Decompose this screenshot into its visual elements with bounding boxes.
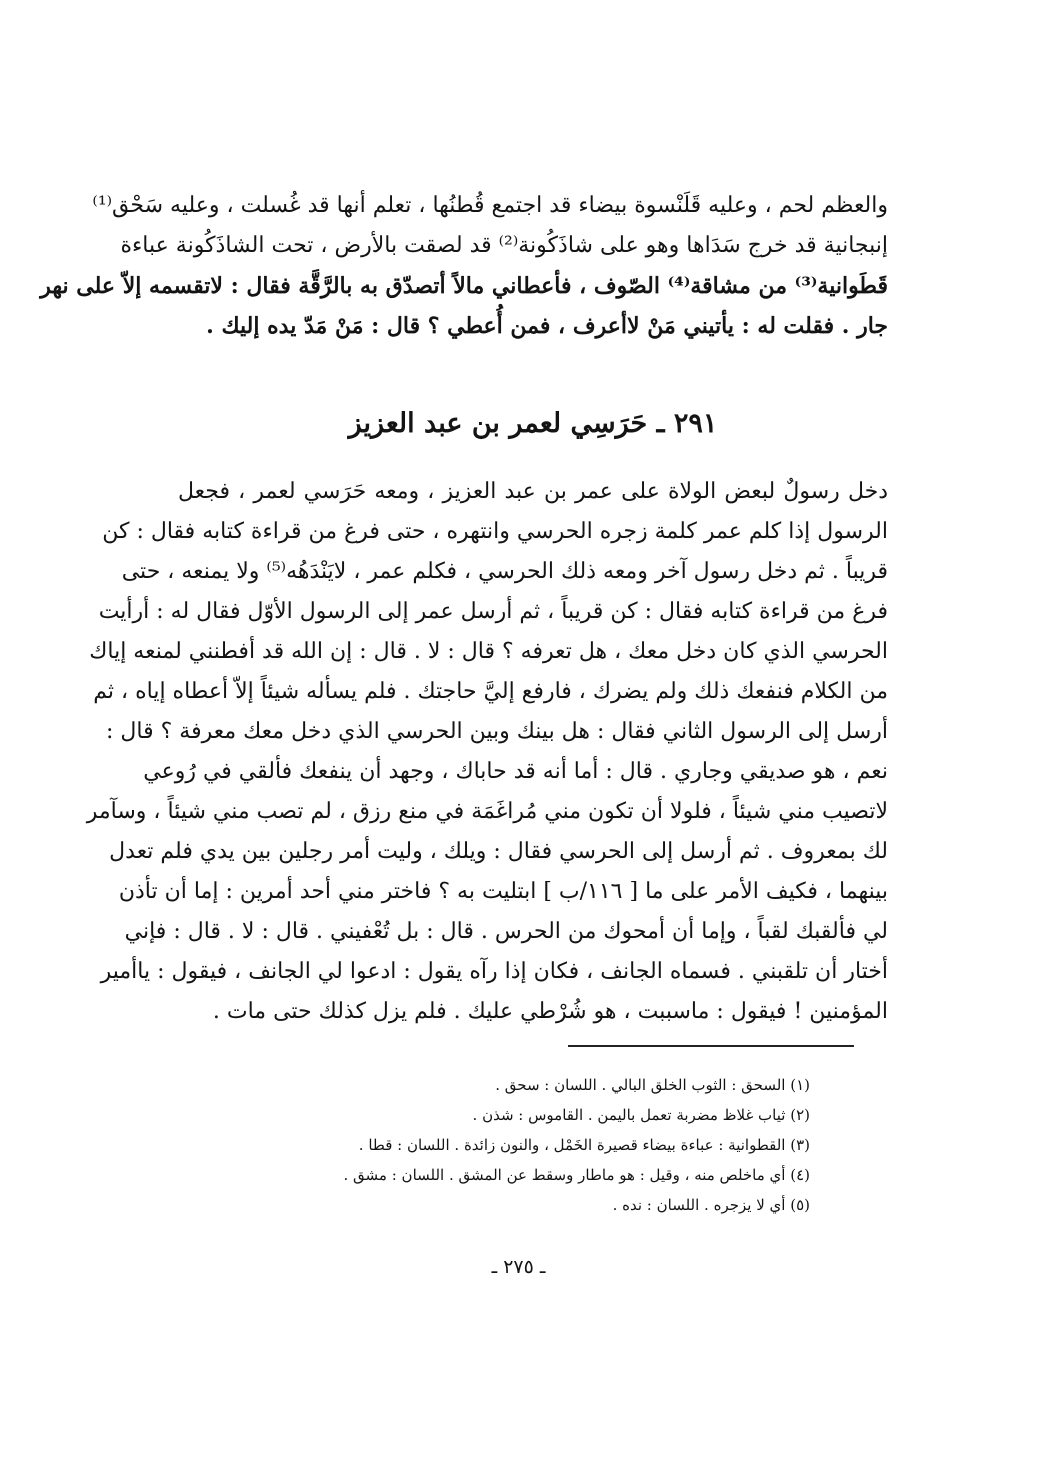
footnote-4: (٤) أي ماخلص منه ، وقيل : هو ماطار وسقط عن المشق . اللسان : مشق . [343, 1166, 810, 1184]
intro-line-3: قَطَوانية⁽³⁾ من مشاقة⁽⁴⁾ الصّوف ، فأعطاني مالاً أتصدّق به بالرَّقَّة فقال : لاتقسمه إلاّ على نهر [40, 273, 888, 299]
body-line-14: المؤمنين ! فيقول : ماسببت ، هو شُرْطي عليك . فلم يزل كذلك حتى مات . [212, 999, 888, 1024]
footnote-1: (١) السحق : الثوب الخلق البالي . اللسان : سحق . [495, 1076, 810, 1094]
intro-line-4: جار . فقلت له : يأتيني مَنْ لاأعرف ، فمن أُعطي ؟ قال : مَنْ مَدّ يده إليك . [206, 313, 888, 339]
body-line-5: الحرسي الذي كان دخل معك ، هل تعرفه ؟ قال : لا . قال : إن الله قد أفطنني لمنعه إياك [89, 639, 888, 664]
intro-line-2: إنبجانية قد خرج سَدَاها وهو على شاذَكُونة⁽²⁾ قد لصقت بالأرض ، تحت الشاذَكُونة عباءة [120, 233, 888, 258]
body-line-7: أرسل إلى الرسول الثاني فقال : هل بينك وبين الحرسي الذي دخل معك معرفة ؟ قال : [106, 719, 888, 744]
body-line-1: دخل رسولٌ لبعض الولاة على عمر بن عبد العزيز ، ومعه حَرَسي لعمر ، فجعل [178, 479, 888, 504]
footnote-3: (٣) القطوانية : عباءة بيضاء قصيرة الخَمْل ، والنون زائدة . اللسان : قطا . [358, 1136, 810, 1154]
body-line-4: فرغ من قراءة كتابه فقال : كن قريباً ، ثم أرسل عمر إلى الرسول الأوّل فقال له : أرأيت [98, 599, 888, 624]
footnote-separator [568, 1045, 854, 1047]
body-line-11: بينهما ، فكيف الأمر على ما [ ١١٦/ب ] ابتليت به ؟ فاختر مني أحد أمرين : إما أن تأذن [118, 879, 888, 904]
footnote-2: (٢) ثياب غلاظ مضربة تعمل باليمن . القاموس : شذن . [472, 1106, 810, 1124]
body-line-2: الرسول إذا كلم عمر كلمة زجره الحرسي وانتهره ، حتى فرغ من قراءة كتابه فقال : كن [102, 519, 888, 544]
intro-line-1: والعظم لحم ، وعليه قَلَنْسوة بيضاء قد اجتمع قُطنُها ، تعلم أنها قد غُسلت ، وعليه سَحْق⁽¹⁾ [92, 193, 888, 218]
body-line-8: نعم ، هو صديقي وجاري . قال : أما أنه قد حاباك ، وجهد أن ينفعك فألقي في رُوعي [143, 759, 888, 784]
body-line-10: لك بمعروف . ثم أرسل إلى الحرسي فقال : ويلك ، وليت أمر رجلين بين يدي فلم تعدل [109, 839, 888, 864]
body-line-3: قريباً . ثم دخل رسول آخر ومعه ذلك الحرسي ، فكلم عمر ، لايَنْدَهُه⁽⁵⁾ ولا يمنعه ، حتى [121, 559, 888, 584]
body-line-6: من الكلام فنفعك ذلك ولم يضرك ، فارفع إليَّ حاجتك . فلم يسأله شيئاً إلاّ أعطاه إياه ، ثم [93, 679, 888, 704]
section-heading: ٢٩١ ـ حَرَسِي لعمر بن عبد العزيز [348, 408, 718, 439]
body-line-12: لي فألقبك لقباً ، وإما أن أمحوك من الحرس . قال : بل تُعْفيني . قال : لا . قال : فإني [124, 919, 888, 944]
footnote-5: (٥) أي لا يزجره . اللسان : نده . [612, 1196, 810, 1214]
page-number: ـ ٢٧٥ ـ [491, 1256, 546, 1278]
body-line-9: لاتصيب مني شيئاً ، فلولا أن تكون مني مُراغَمَة في منع رزق ، لم تصب مني شيئاً ، وسآمر [86, 799, 888, 824]
body-line-13: أختار أن تلقبني . فسماه الجانف ، فكان إذا رآه يقول : ادعوا لي الجانف ، فيقول : ياأمير [100, 959, 888, 984]
